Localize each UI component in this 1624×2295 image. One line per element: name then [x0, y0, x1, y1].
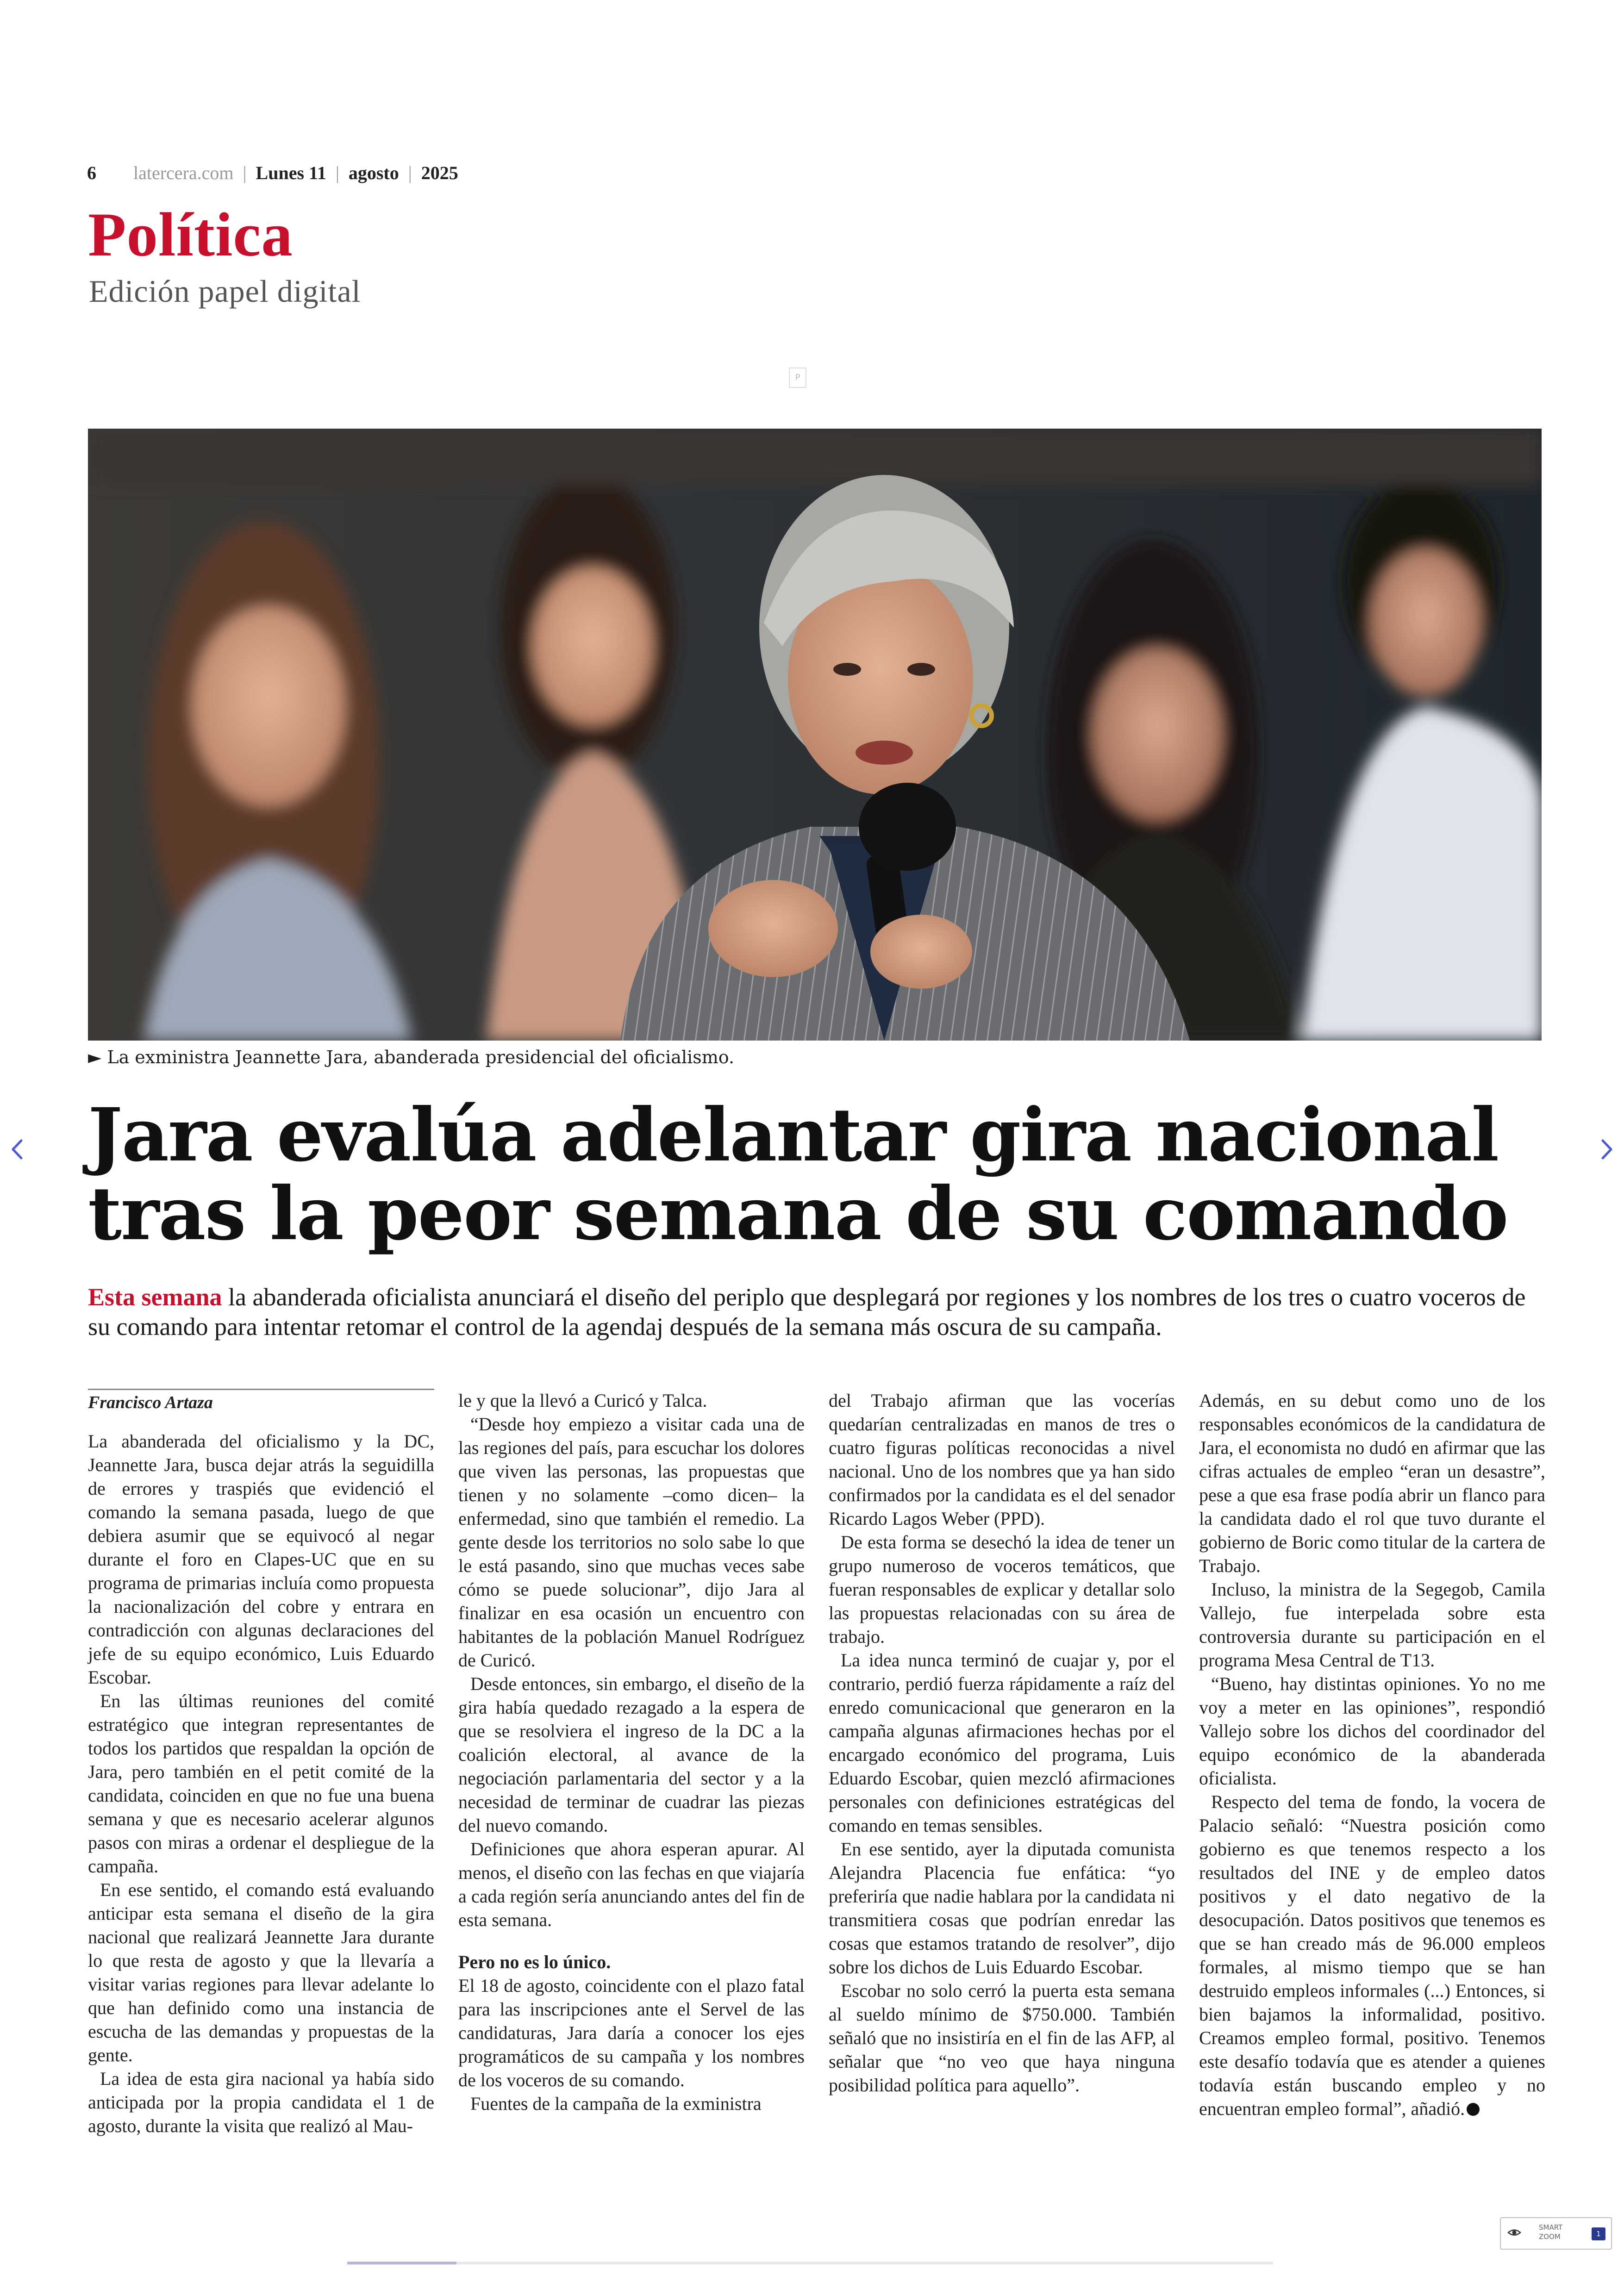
paragraph: En las últimas reuniones del comité estratégico que integran representantes de todos los partidos que respaldan la opción de Jara, pero también en el petit comité de la candidata, coinciden en que no fue una buena semana y que es necesario acelerar algunos pasos con miras a ordenar el despliegue de la campaña. — [88, 1690, 434, 1877]
text-column-4 — [1199, 1389, 1545, 2120]
paragraph: Desde entonces, sin embargo, el diseño de la gira había quedado rezagado a la espera de que se resolviera el ingreso de la DC a la coalición electoral, al avance de la negociación parlamentaria del sector y a la necesidad de terminar de cuadrar las piezas del nuevo comando. — [458, 1673, 805, 1836]
paragraph: Definiciones que ahora esperan apurar. Al menos, el diseño con las fechas en que viajaría a cada región sería anunciando antes del fin de esta semana. — [458, 1839, 805, 1930]
paragraph: Escobar no solo cerró la puerta esta semana al sueldo mínimo de $750.000. También señaló que no insistiría en el fin de las AFP, al señalar que “no veo que haya ninguna posibilidad política para aquello”. — [829, 1980, 1175, 2095]
paragraph: “Desde hoy empiezo a visitar cada una de las regiones del país, para escuchar los dolores que viven las personas, las propuestas que tienen y no solamente –como dicen– la enfermedad, sino que también el remedio. La gente desde los territorios no solo sabe lo que le está pasando, sino que muchas veces sabe cómo se puede solucionar”, dijo Jara al finalizar en esa ocasión un encuentro con habitantes de la población Manuel Rodríguez de Curicó. — [458, 1414, 805, 1671]
lead-highlight: Esta semana — [88, 1283, 222, 1311]
end-mark-icon — [1467, 2103, 1480, 2116]
article-headline — [88, 1092, 1546, 1257]
paragraph: Incluso, la ministra de la Segegob, Camila Vallejo, fue interpelada sobre esta controversia durante su participación en el programa Mesa Central de T13. — [1199, 1579, 1545, 1671]
lead-text: la abanderada oficialista anunciará el diseño del periplo que desplegará por regiones y los nombres de los tres o cuatro voceros de su comando para intentar retomar el control de la agendaj después de la semana más oscura de su campaña. — [88, 1283, 1526, 1341]
paragraph: “Bueno, hay distintas opiniones. Yo no me voy a meter en las opiniones”, respondió Vallejo sobre los dichos del coordinador del equipo económico de la abanderada oficialista. — [1199, 1673, 1545, 1789]
paragraph: El 18 de agosto, coincidente con el plazo fatal para las inscripciones ante el Servel de las candidaturas, Jara daría a conocer los ejes programáticos de su campaña y los nombres de los voceros de su comando. — [458, 1975, 805, 2090]
folio-divider: | — [335, 162, 339, 183]
smart-zoom-control[interactable] — [1500, 2217, 1612, 2250]
paragraph: le y que la llevó a Curicó y Talca. — [458, 1390, 707, 1411]
chevron-left-icon — [5, 1133, 31, 1166]
paragraph: En ese sentido, ayer la diputada comunista Alejandra Placencia fue enfática: “yo preferiría que nadie hablara por la candidata ni transmitiera cosas que podrían enredar las cosas que estamos tratando de resolver”, dijo sobre los dichos de Luis Eduardo Escobar. — [829, 1839, 1175, 1977]
edition-label: Edición papel digital — [89, 274, 361, 309]
lead-photo[interactable] — [88, 429, 1542, 1041]
headline-line-2: tras la peor semana de su comando — [88, 1171, 1508, 1257]
date-year: 2025 — [421, 162, 458, 183]
paragraph: De esta forma se desechó la idea de tener un grupo numeroso de voceros temáticos, que fueran responsables de explicar y detallar solo las propuestas relacionadas con su área de trabajo. — [829, 1532, 1175, 1647]
smart-zoom-line-2: ZOOM — [1539, 2233, 1561, 2241]
site-name: latercera.com — [133, 162, 234, 183]
smart-zoom-toggle[interactable]: 1 — [1592, 2227, 1605, 2240]
paragraph-text: Respecto del tema de fondo, la vocera de Palacio señaló: “Nuestra posición como gobierno es que tenemos respecto a los resultados del INE y de empleo datos positivos y el dato negativo de la desocupación. Datos positivos que tenemos es que se han creado más de 96.000 empleos formales, al mismo tiempo que se han destruido empleos informales (...) Entonces, si bien bajamos la informalidad, positivo. Creamos empleo formal, positivo. Tenemos este desafío todavía que es atender a quienes todavía están buscando empleo y no encuentran empleo formal”, añadió. — [1199, 1791, 1545, 2119]
paragraph: La idea nunca terminó de cuajar y, por el contrario, perdió fuerza rápidamente a raíz del enredo comunicacional que generaron en la campaña algunas afirmaciones hechas por el encargado económico del programa, Luis Eduardo Escobar, quien mezcló afirmaciones personales con definiciones estratégicas del comando en temas sensibles. — [829, 1650, 1175, 1836]
article-lead — [88, 1282, 1546, 1341]
reading-progress-track[interactable] — [347, 2262, 1273, 2264]
folio-line — [87, 162, 458, 184]
caption-text: La exministra Jeannette Jara, abanderada presidencial del oficialismo. — [107, 1047, 735, 1067]
folio-divider: | — [243, 162, 247, 183]
photo-caption — [88, 1047, 734, 1067]
article-body — [88, 1389, 1546, 2148]
text-column-3 — [829, 1389, 1175, 2097]
page-number: 6 — [87, 162, 96, 183]
text-column-1 — [88, 1389, 434, 2138]
date-day: Lunes 11 — [256, 162, 326, 183]
page-marker-icon: P — [789, 368, 806, 388]
next-page-button[interactable] — [1593, 1133, 1619, 1166]
date-month: agosto — [348, 162, 399, 183]
subheading: Pero no es lo único. — [458, 1952, 611, 1972]
prev-page-button[interactable] — [5, 1133, 31, 1166]
byline: Francisco Artaza — [88, 1389, 434, 1415]
paragraph: La idea de esta gira nacional ya había sido anticipada por la propia candidata el 1 de agosto, durante la visita que realizó al Mau- — [88, 2068, 434, 2136]
section-title: Política — [88, 200, 293, 269]
reading-progress-fill — [347, 2262, 456, 2264]
smart-zoom-label — [1539, 2223, 1562, 2241]
folio-divider: | — [408, 162, 412, 183]
paragraph — [1199, 1790, 1545, 2120]
photo-illustration — [88, 429, 1542, 1041]
smart-zoom-line-1: SMART — [1539, 2223, 1563, 2232]
paragraph: del Trabajo afirman que las vocerías quedarían centralizadas en manos de tres o cuatro figuras políticas reconocidas a nivel nacional. Uno de los nombres que ya han sido confirmados por la candidata es el del senador Ricardo Lagos Weber (PPD). — [829, 1390, 1175, 1529]
paragraph: La abanderada del oficialismo y la DC, Jeannette Jara, busca dejar atrás la seguidilla de errores y traspiés que evidenció el comando la semana pasada, luego de que debiera asumir que se equivocó al negar durante el foro en Clapes-UC que en su programa de primarias incluía como propuesta la nacionalización del cobre y entrara en contradicción con algunas declaraciones del jefe de su equipo económico, Luis Eduardo Escobar. — [88, 1431, 434, 1688]
chevron-right-icon — [1593, 1133, 1619, 1166]
text-column-2 — [458, 1389, 805, 2115]
paragraph: Fuentes de la campaña de la exministra — [470, 2093, 762, 2114]
caption-arrow-icon: ► — [88, 1047, 102, 1067]
eye-icon — [1507, 2227, 1521, 2238]
paragraph: En ese sentido, el comando está evaluando anticipar esta semana el diseño de la gira nacional que realizará Jeannette Jara durante lo que resta de agosto y que la llevaría a visitar varias regiones para llevar adelante lo que han definido como una instancia de escucha de las demandas y propuestas de la gente. — [88, 1879, 434, 2065]
headline-line-1: Jara evalúa adelantar gira nacional — [88, 1092, 1499, 1178]
paragraph: Además, en su debut como uno de los responsables económicos de la candidatura de Jara, el economista no dudó en afirmar que las cifras actuales de empleo “eran un desastre”, pese a que esa frase podía abrir un flanco para la candidata dado el rol que tuvo durante el gobierno de Boric como titular de la cartera de Trabajo. — [1199, 1390, 1545, 1576]
